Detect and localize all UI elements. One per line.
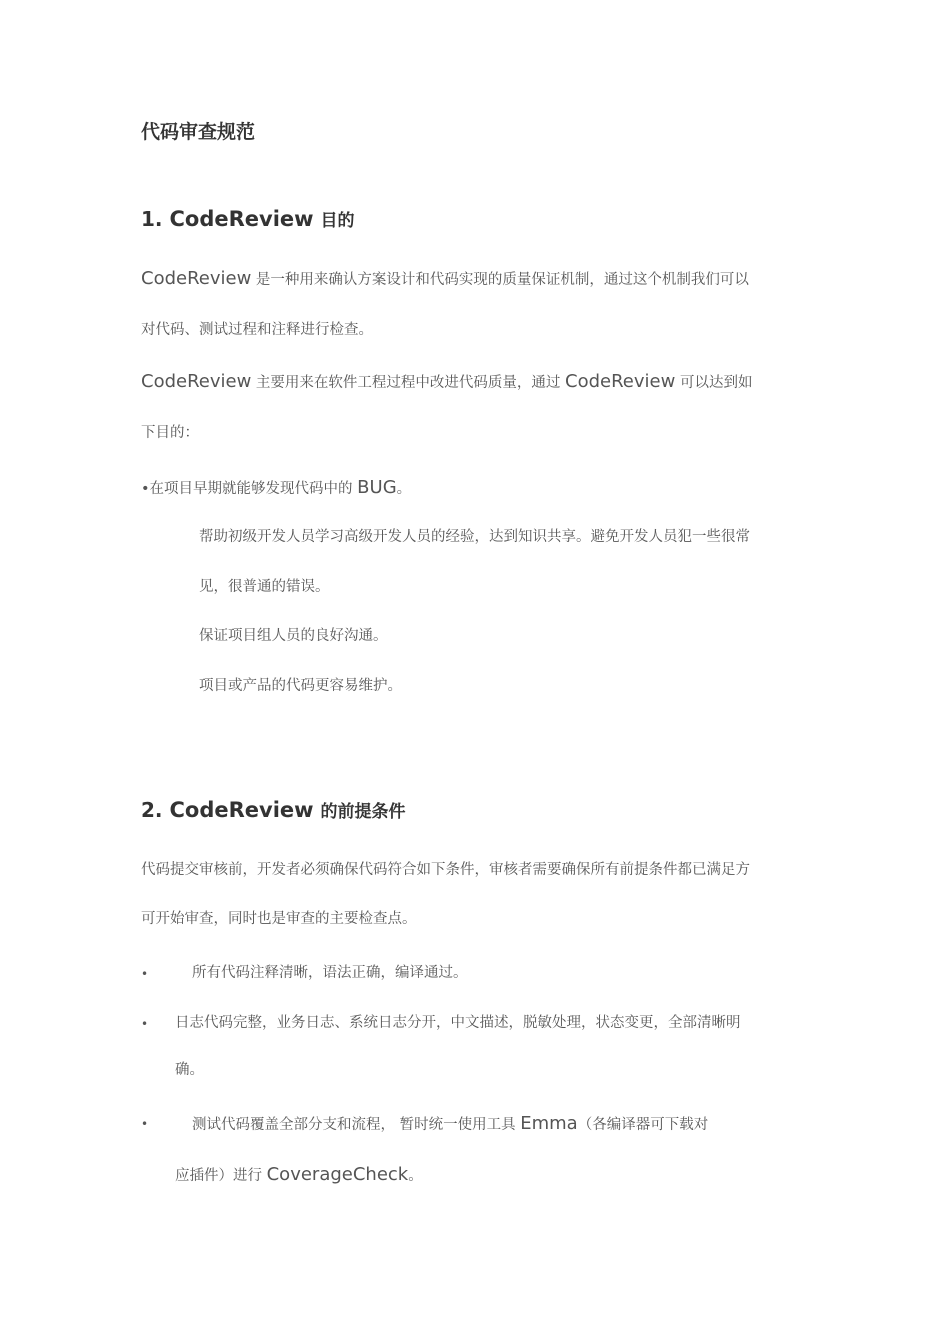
section-1-paragraph-1-line-2: 对代码、测试过程和注释进行检查。 <box>141 322 373 338</box>
codereview-term: CodeReview <box>141 371 252 392</box>
item-text: 。 <box>408 1168 423 1184</box>
item-text: （各编译器可下载对 <box>577 1117 709 1133</box>
emma-term: Emma <box>520 1113 578 1134</box>
bullet-marker: • <box>141 1017 149 1031</box>
section-1-paragraph-2-line-1 <box>141 373 752 391</box>
paragraph-text: 主要用来在软件工程过程中改进代码质量，通过 <box>251 375 566 391</box>
section-2-heading-latin: CodeReview <box>169 798 314 822</box>
section-2-heading-cjk: 的前提条件 <box>320 802 406 822</box>
section-2-item-1: 所有代码注释清晰，语法正确，编译通过。 <box>192 965 468 981</box>
section-1-heading-cjk: 目的 <box>320 211 355 231</box>
codereview-term: CodeReview <box>141 268 252 289</box>
section-2-number: 2. <box>141 798 163 822</box>
section-1-paragraph-2-line-2: 下目的： <box>141 425 199 441</box>
section-1-subitem-1-line-2: 见，很普通的错误。 <box>199 579 330 595</box>
section-2-item-3-line-2 <box>175 1166 423 1184</box>
section-1-subitem-3: 项目或产品的代码更容易维护。 <box>199 678 402 694</box>
coveragecheck-term: CoverageCheck <box>266 1164 409 1185</box>
section-1-subitem-2: 保证项目组人员的良好沟通。 <box>199 628 388 644</box>
section-2-item-3-line-1 <box>192 1115 708 1133</box>
section-1-subitem-1-line-1: 帮助初级开发人员学习高级开发人员的经验，达到知识共享。避免开发人员犯一些很常 <box>199 529 750 545</box>
section-2-paragraph-line-1: 代码提交审核前，开发者必须确保代码符合如下条件，审核者需要确保所有前提条件都已满足方 <box>141 862 750 878</box>
section-2-paragraph-line-2: 可开始审查，同时也是审查的主要检查点。 <box>141 911 417 927</box>
paragraph-text: 可以达到如 <box>675 375 753 391</box>
paragraph-text: 是一种用来确认方案设计和代码实现的质量保证机制，通过这个机制我们可以 <box>251 272 749 288</box>
section-1-bullet-item <box>141 479 411 497</box>
bug-term: BUG <box>357 477 397 498</box>
bullet-text-suffix: 。 <box>396 481 412 497</box>
codereview-term: CodeReview <box>565 371 676 392</box>
page-title: 代码审查规范 <box>141 121 256 143</box>
section-2-heading <box>141 800 406 821</box>
section-1-paragraph-1-line-1 <box>141 270 749 288</box>
item-text: 测试代码覆盖全部分支和流程， 暂时统一使用工具 <box>192 1117 521 1133</box>
section-1-number: 1. <box>141 207 163 231</box>
item-text: 应插件）进行 <box>175 1168 267 1184</box>
section-2-item-2-line-2: 确。 <box>175 1062 204 1078</box>
section-2-item-2-line-1: 日志代码完整，业务日志、系统日志分开，中文描述，脱敏处理，状态变更，全部清晰明 <box>175 1015 741 1031</box>
section-1-heading <box>141 209 355 230</box>
bullet-text: •在项目早期就能够发现代码中的 <box>141 481 358 497</box>
bullet-marker: • <box>141 967 149 981</box>
bullet-marker: • <box>141 1117 149 1131</box>
section-1-heading-latin: CodeReview <box>169 207 314 231</box>
